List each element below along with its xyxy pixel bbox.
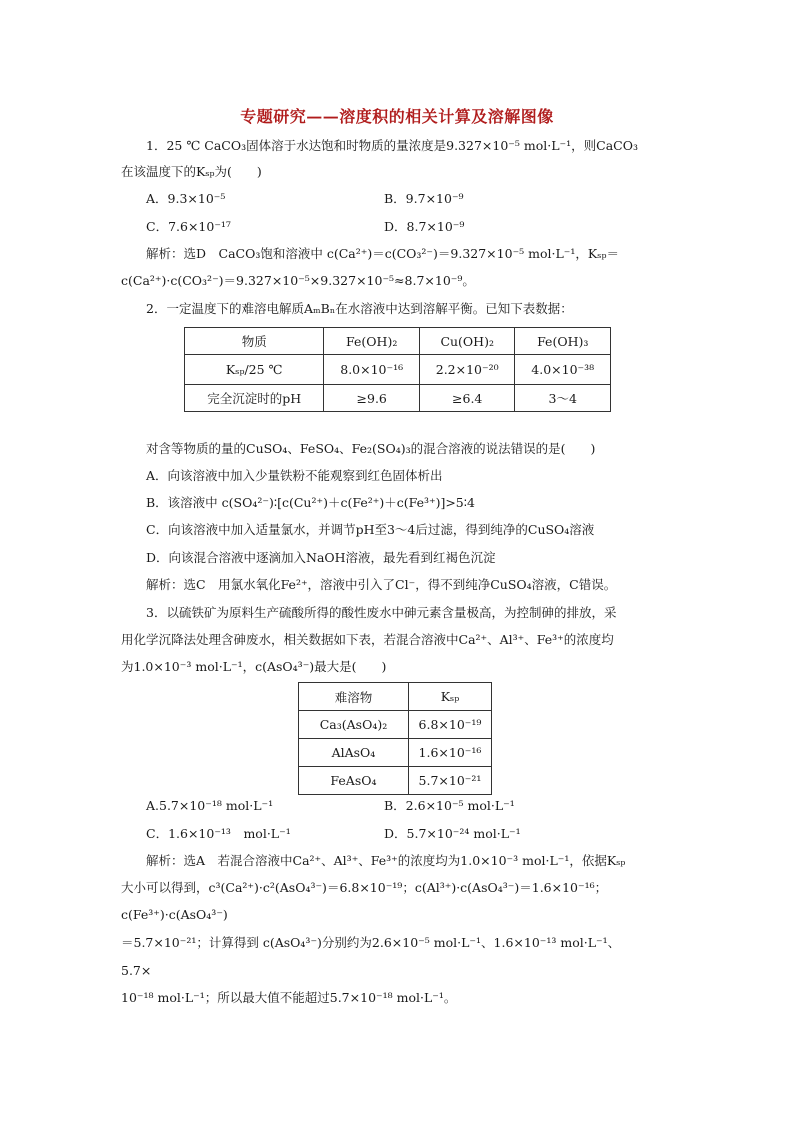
q3-answer-line2: 大小可以得到，c³(Ca²⁺)·c²(AsO₄³⁻)＝6.8×10⁻¹⁹；c(Al³⁺)·c(AsO₄³⁻)＝1.6×10⁻¹⁶； [121,880,608,895]
table-cell: Ca₃(AsO₄)₂ [299,711,409,739]
q1-option-b: B．9.7×10⁻⁹ [384,191,464,206]
q3-answer-line6: 10⁻¹⁸ mol·L⁻¹；所以最大值不能超过5.7×10⁻¹⁸ mol·L⁻¹。 [121,990,457,1005]
q3-option-c: C．1.6×10⁻¹³ mol·L⁻¹ [146,826,291,841]
q2-option-b: B．该溶液中 c(SO₄²⁻)∶[c(Cu²⁺)＋c(Fe²⁺)＋c(Fe³⁺)]>5∶4 [146,495,475,510]
page-title: 专题研究——溶度积的相关计算及溶解图像 [240,107,554,126]
q3-stem-line1: 3．以硫铁矿为原料生产硫酸所得的酸性废水中砷元素含量极高，为控制砷的排放，采 [146,605,617,620]
q3-answer-line3: c(Fe³⁺)·c(AsO₄³⁻) [121,907,228,922]
q1-answer-line2: c(Ca²⁺)·c(CO₃²⁻)＝9.327×10⁻⁵×9.327×10⁻⁵≈8.7×10⁻⁹。 [121,273,475,288]
q1-stem-line2: 在该温度下的Kₛₚ为( ) [121,164,262,179]
q1-option-c: C．7.6×10⁻¹⁷ [146,219,231,234]
table-cell: Kₛₚ [408,683,491,711]
table-cell: AlAsO₄ [299,739,409,767]
table-cell: ≥9.6 [324,385,420,412]
q2-stem: 2．一定温度下的难溶电解质AₘBₙ在水溶液中达到溶解平衡。已知下表数据： [146,301,573,316]
q3-option-a: A.5.7×10⁻¹⁸ mol·L⁻¹ [146,798,274,813]
table-cell: 难溶物 [299,683,409,711]
q3-option-d: D．5.7×10⁻²⁴ mol·L⁻¹ [384,826,521,841]
q2-data-table [184,327,611,412]
q2-option-d: D．向该混合溶液中逐滴加入NaOH溶液，最先看到红褐色沉淀 [146,550,496,565]
q3-data-table [298,682,492,795]
q2-answer: 解析：选C 用氯水氧化Fe²⁺，溶液中引入了Cl⁻，得不到纯净CuSO₄溶液，C错误。 [146,577,617,592]
table-row [185,355,611,385]
q2-question: 对含等物质的量的CuSO₄、FeSO₄、Fe₂(SO₄)₃的混合溶液的说法错误的是( ) [146,441,596,456]
q3-answer-line5: 5.7× [121,963,152,978]
table-cell: ≥6.4 [419,385,515,412]
q3-answer-line4: ＝5.7×10⁻²¹；计算得到 c(AsO₄³⁻)分别约为2.6×10⁻⁵ mol·L⁻¹、1.6×10⁻¹³ mol·L⁻¹、 [121,935,621,950]
table-cell: 6.8×10⁻¹⁹ [408,711,491,739]
table-cell: 4.0×10⁻³⁸ [515,355,611,385]
table-cell: Cu(OH)₂ [419,328,515,355]
table-cell: 3～4 [515,385,611,412]
q3-stem-line3: 为1.0×10⁻³ mol·L⁻¹，c(AsO₄³⁻)最大是( ) [121,659,387,674]
q1-option-d: D．8.7×10⁻⁹ [384,219,465,234]
table-row [299,767,492,795]
table-cell: 完全沉淀时的pH [185,385,324,412]
q1-stem-line1: 1．25 ℃ CaCO₃固体溶于水达饱和时物质的量浓度是9.327×10⁻⁵ mol·L⁻¹，则CaCO₃ [146,138,638,153]
table-cell: 1.6×10⁻¹⁶ [408,739,491,767]
table-cell: Kₛₚ/25 ℃ [185,355,324,385]
q2-option-c: C．向该溶液中加入适量氯水，并调节pH至3～4后过滤，得到纯净的CuSO₄溶液 [146,522,595,537]
table-row [185,385,611,412]
q3-option-b: B．2.6×10⁻⁵ mol·L⁻¹ [384,798,515,813]
table-cell: FeAsO₄ [299,767,409,795]
q2-option-a: A．向该溶液中加入少量铁粉不能观察到红色固体析出 [146,468,443,483]
table-cell: 5.7×10⁻²¹ [408,767,491,795]
q1-option-a: A．9.3×10⁻⁵ [146,191,226,206]
q3-stem-line2: 用化学沉降法处理含砷废水，相关数据如下表，若混合溶液中Ca²⁺、Al³⁺、Fe³⁺的浓度均 [121,632,614,647]
table-cell: Fe(OH)₃ [515,328,611,355]
table-header-row [299,683,492,711]
table-row [299,739,492,767]
table-cell: 2.2×10⁻²⁰ [419,355,515,385]
table-header-row [185,328,611,355]
table-cell: 8.0×10⁻¹⁶ [324,355,420,385]
table-cell: 物质 [185,328,324,355]
table-row [299,711,492,739]
q3-answer-line1: 解析：选A 若混合溶液中Ca²⁺、Al³⁺、Fe³⁺的浓度均为1.0×10⁻³ mol·L⁻¹，依据Kₛₚ [146,853,626,868]
table-cell: Fe(OH)₂ [324,328,420,355]
q1-answer-line1: 解析：选D CaCO₃饱和溶液中 c(Ca²⁺)＝c(CO₃²⁻)＝9.327×10⁻⁵ mol·L⁻¹，Kₛₚ＝ [146,246,619,261]
